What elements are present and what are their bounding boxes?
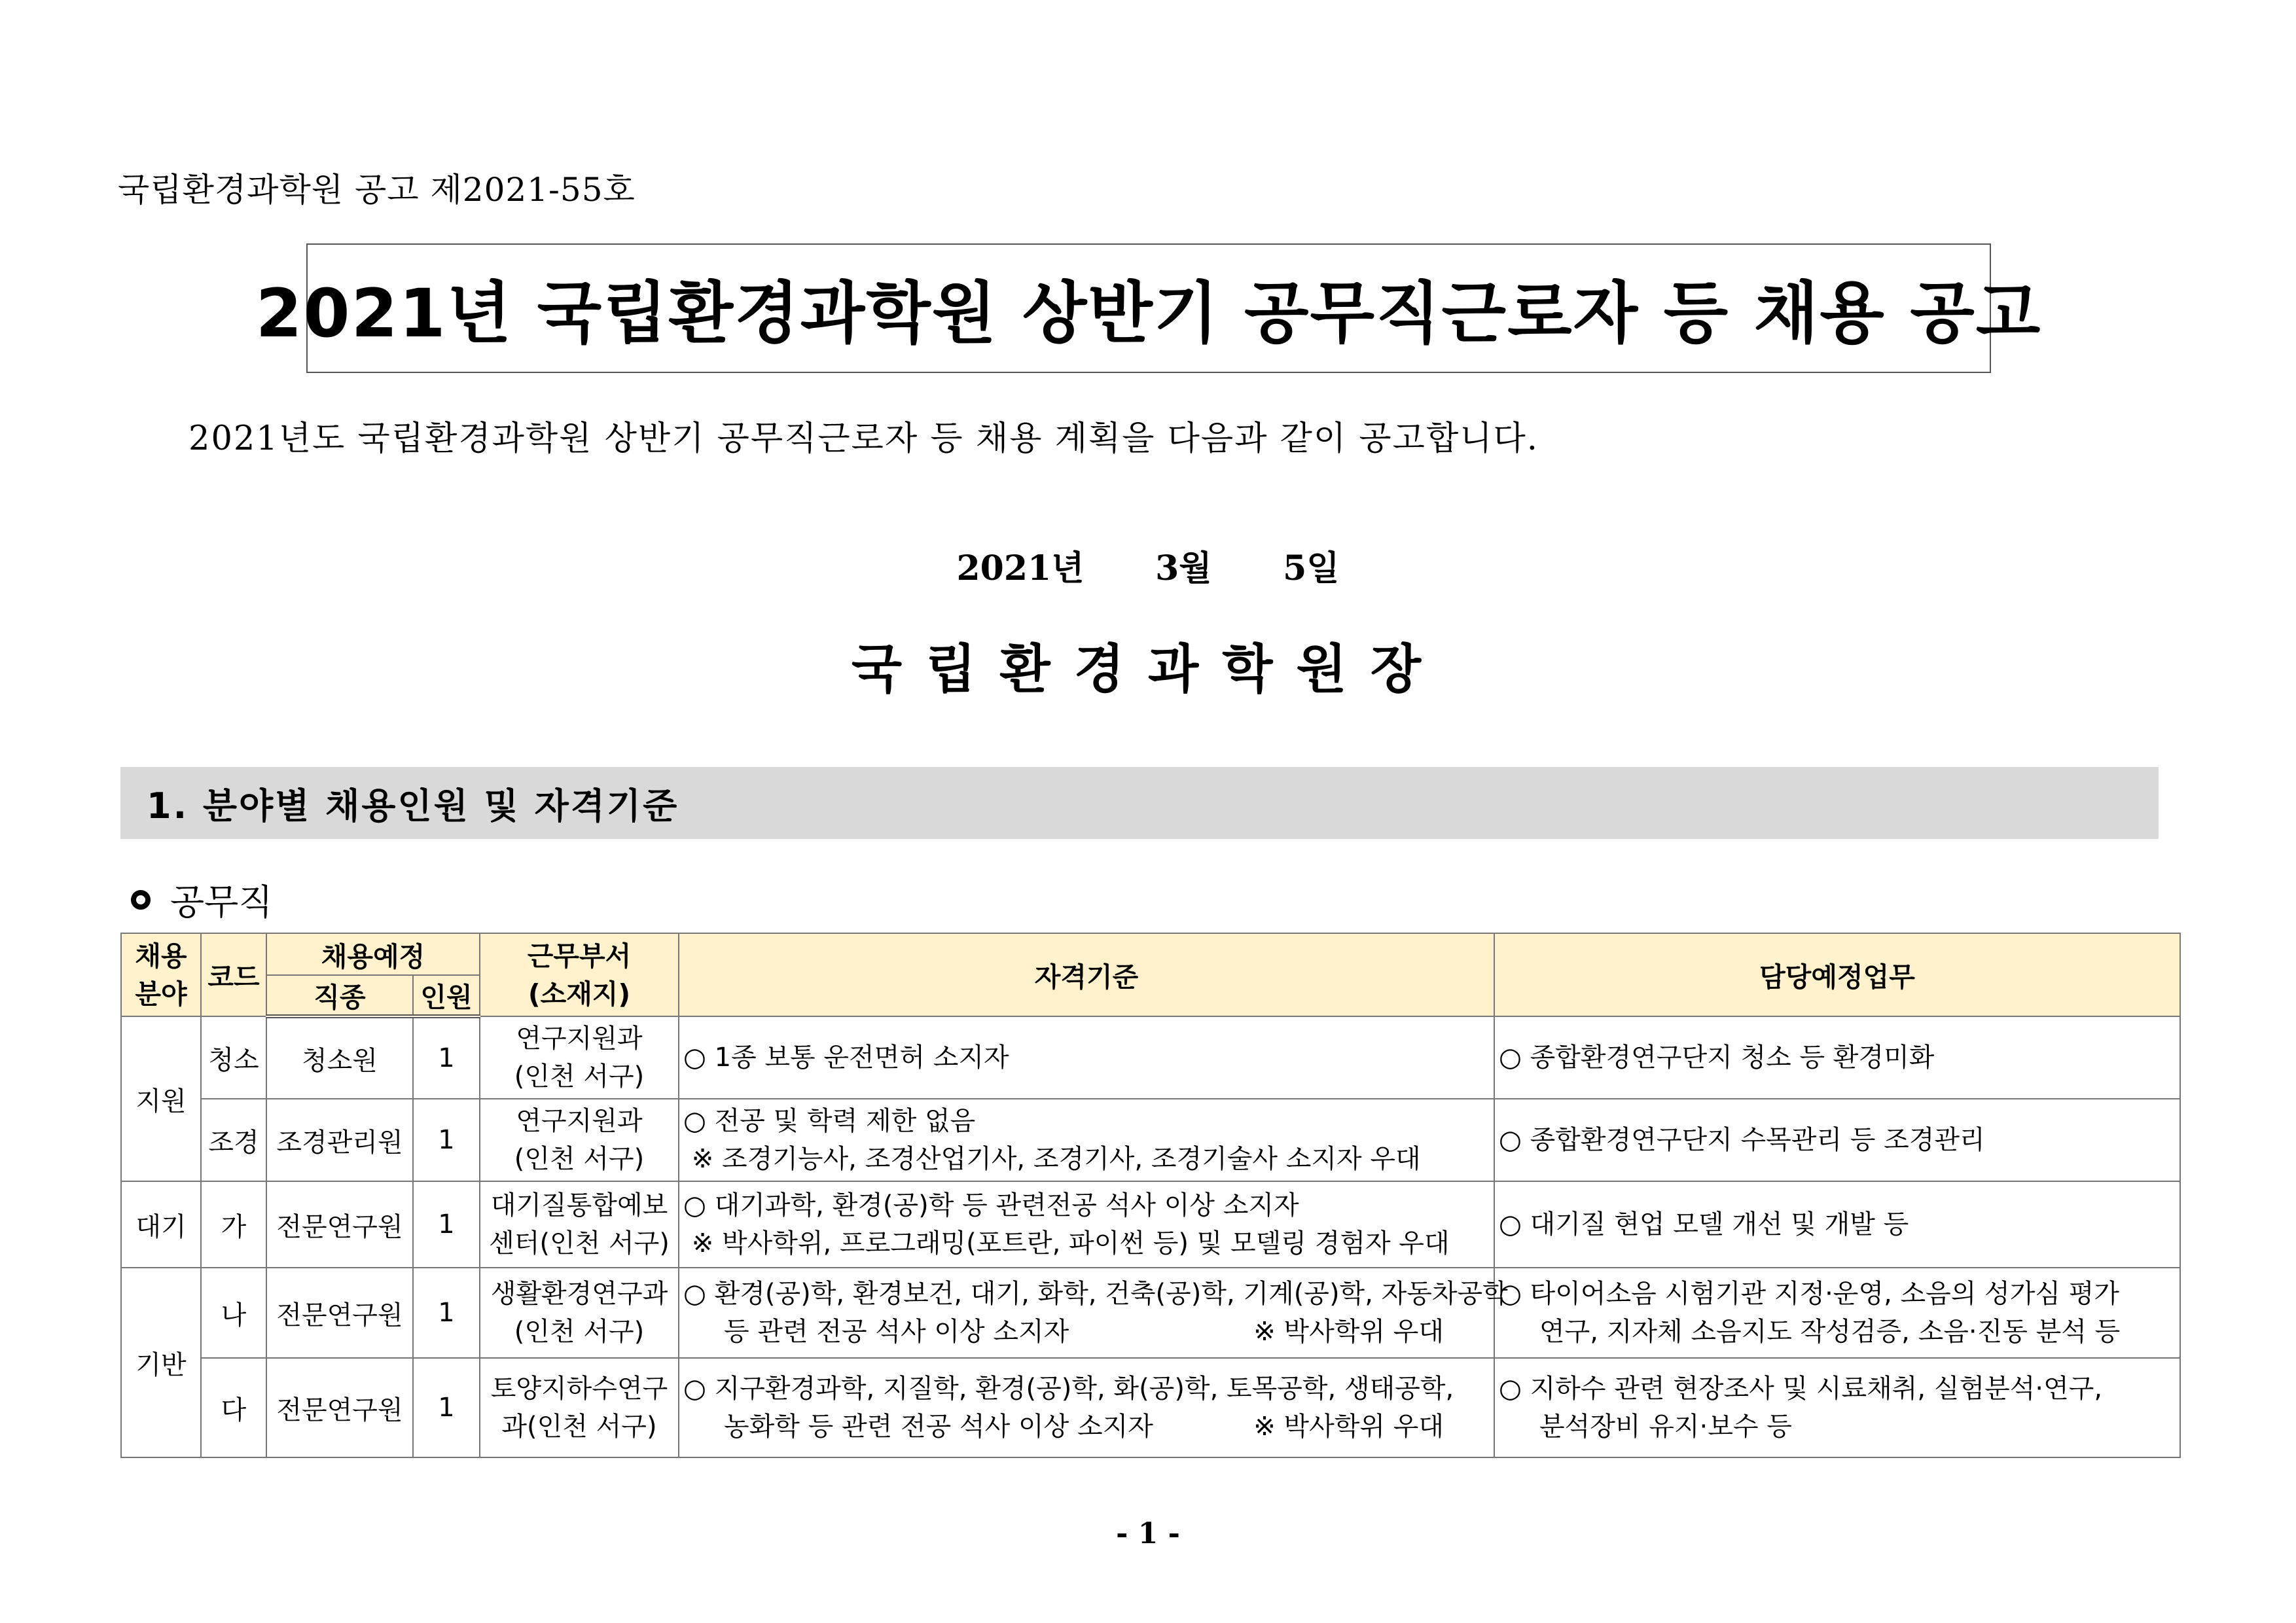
notice-number: 국립환경과학원 공고 제2021-55호: [118, 171, 636, 209]
count-cell: 1: [413, 1181, 480, 1268]
job-type-cell: 전문연구원: [266, 1181, 413, 1268]
header-job-type: 직종: [266, 975, 413, 1016]
job-type-cell: 전문연구원: [266, 1358, 413, 1457]
table-row: [121, 1358, 2180, 1457]
count-cell: 1: [413, 1099, 480, 1181]
duty-cell: ○ 대기질 현업 모델 개선 및 개발 등: [1494, 1181, 2180, 1268]
subsection-label: 공무직: [170, 882, 273, 923]
qualification-cell: ○ 지구환경과학, 지질학, 환경(공)학, 화(공)학, 토목공학, 생태공학, 농화학 등 관련 전공 석사 이상 소지자 ※ 박사학위 우대: [679, 1358, 1494, 1457]
department-cell: 토양지하수연구 과(인천 서구): [480, 1358, 679, 1457]
notice-date: 2021년 3월 5일: [956, 548, 1340, 588]
table-row: [121, 1181, 2180, 1268]
code-cell: 다: [201, 1358, 266, 1457]
department-cell: 생활환경연구과 (인천 서구): [480, 1268, 679, 1358]
header-planned: 채용예정: [266, 933, 480, 975]
header-duty: 담당예정업무: [1494, 933, 2180, 1016]
intro-text: 2021년도 국립환경과학원 상반기 공무직근로자 등 채용 계획을 다음과 같이 공고합니다.: [188, 419, 1539, 458]
header-qualification: 자격기준: [679, 933, 1494, 1016]
duty-cell: ○ 종합환경연구단지 수목관리 등 조경관리: [1494, 1099, 2180, 1181]
department-cell: 연구지원과 (인천 서구): [480, 1099, 679, 1181]
table-row: [121, 1016, 2180, 1099]
recruitment-table: [120, 933, 2181, 1458]
code-cell: 청소: [201, 1016, 266, 1099]
duty-cell: ○ 타이어소음 시험기관 지정·운영, 소음의 성가심 평가 연구, 지자체 소음지도 작성검증, 소음·진동 분석 등: [1494, 1268, 2180, 1358]
page-number: - 1 -: [1116, 1517, 1180, 1550]
job-type-cell: 청소원: [266, 1016, 413, 1099]
duty-cell: ○ 지하수 관련 현장조사 및 시료채취, 실험분석·연구, 분석장비 유지·보수 등: [1494, 1358, 2180, 1457]
header-field: 채용 분야: [121, 933, 201, 1016]
count-cell: 1: [413, 1016, 480, 1099]
code-cell: 나: [201, 1268, 266, 1358]
code-cell: 조경: [201, 1099, 266, 1181]
department-cell: 대기질통합예보 센터(인천 서구): [480, 1181, 679, 1268]
section-header-bar: [120, 767, 2159, 839]
header-count: 인원: [413, 975, 480, 1016]
qualification-cell: ○ 전공 및 학력 제한 없음 ※ 조경기능사, 조경산업기사, 조경기사, 조경기술사 소지자 우대: [679, 1099, 1494, 1181]
title-box: [255, 243, 2042, 373]
count-cell: 1: [413, 1358, 480, 1457]
field-cell: 대기: [121, 1181, 201, 1268]
circle-bullet-icon: [131, 890, 151, 910]
field-cell: 지원: [121, 1016, 201, 1181]
duty-cell: ○ 종합환경연구단지 청소 등 환경미화: [1494, 1016, 2180, 1099]
department-cell: 연구지원과 (인천 서구): [480, 1016, 679, 1099]
table-row: [121, 1268, 2180, 1358]
qualification-cell: ○ 1종 보통 운전면허 소지자: [679, 1016, 1494, 1099]
job-type-cell: 조경관리원: [266, 1099, 413, 1181]
field-cell: 기반: [121, 1268, 201, 1457]
count-cell: 1: [413, 1268, 480, 1358]
subsection-heading: [131, 874, 273, 925]
job-type-cell: 전문연구원: [266, 1268, 413, 1358]
header-department: 근무부서 (소재지): [480, 933, 679, 1016]
header-code: 코드: [201, 933, 266, 1016]
qualification-cell: ○ 대기과학, 환경(공)학 등 관련전공 석사 이상 소지자 ※ 박사학위, 프로그래밍(포트란, 파이썬 등) 및 모델링 경험자 우대: [679, 1181, 1494, 1268]
document-title: 2021년 국립환경과학원 상반기 공무직근로자 등 채용 공고: [255, 275, 2042, 353]
table-row: [121, 1099, 2180, 1181]
section-title: 1. 분야별 채용인원 및 자격기준: [147, 785, 679, 827]
qualification-cell: ○ 환경(공)학, 환경보건, 대기, 화학, 건축(공)학, 기계(공)학, 자동차공학 등 관련 전공 석사 이상 소지자 ※ 박사학위 우대: [679, 1268, 1494, 1358]
signer: 국립환경과학원장: [851, 638, 1445, 700]
code-cell: 가: [201, 1181, 266, 1268]
